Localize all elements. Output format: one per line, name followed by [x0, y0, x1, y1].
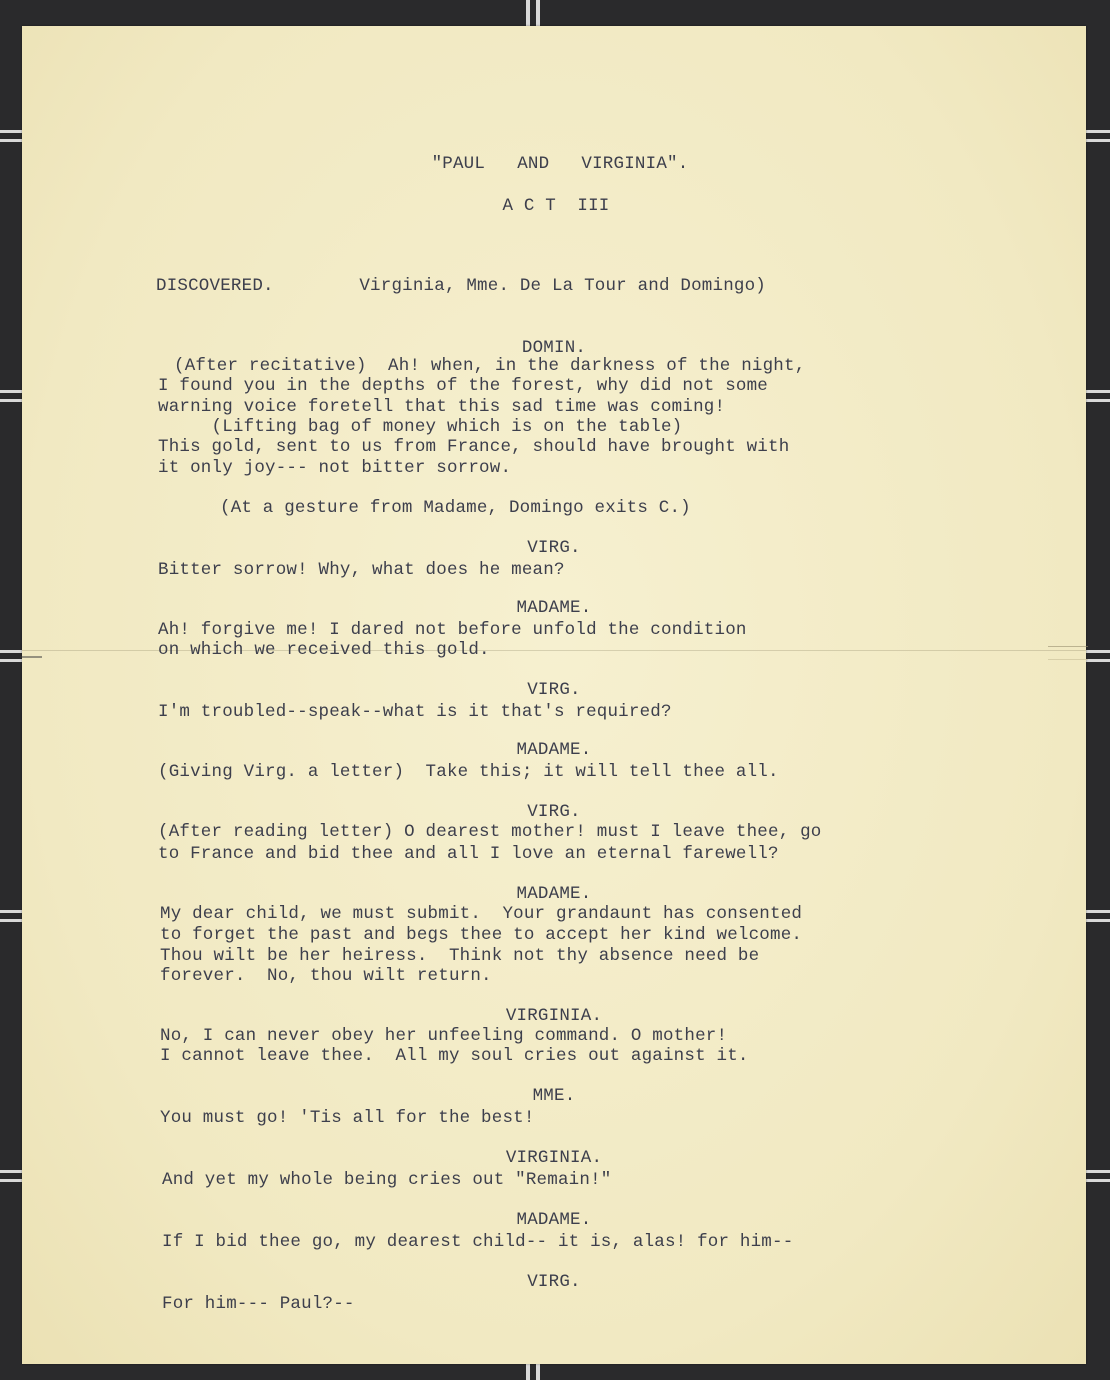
paper-notch-right	[1048, 646, 1088, 660]
dialogue-line: You must go! 'Tis all for the best!	[160, 1108, 535, 1128]
speaker-madame: MADAME.	[516, 598, 592, 618]
speaker-madame: MADAME.	[516, 740, 592, 760]
dialogue-line: Bitter sorrow! Why, what does he mean?	[158, 560, 565, 580]
dialogue-line: No, I can never obey her unfeeling command. O mother!	[160, 1026, 728, 1046]
dialogue-line: If I bid thee go, my dearest child-- it is, alas! for him--	[162, 1232, 794, 1252]
dialogue-line: it only joy--- not bitter sorrow.	[158, 458, 512, 478]
dialogue-line: forever. No, thou wilt return.	[160, 966, 492, 986]
dialogue-line: (After recitative) Ah! when, in the darkness of the night,	[174, 356, 806, 376]
dialogue-line: I found you in the depths of the forest, why did not some	[158, 376, 768, 396]
play-title: "PAUL AND VIRGINIA".	[431, 154, 689, 174]
dialogue-line: (Giving Virg. a letter) Take this; it will tell thee all.	[158, 762, 779, 782]
dialogue-line: For him--- Paul?--	[162, 1294, 355, 1314]
dialogue-line: And yet my whole being cries out "Remain!"	[162, 1170, 612, 1190]
dialogue-line: Ah! forgive me! I dared not before unfold the condition	[158, 620, 747, 640]
act-heading: A C T III	[502, 196, 610, 216]
dialogue-line: I'm troubled--speak--what is it that's required?	[158, 702, 672, 722]
script-page	[22, 26, 1086, 1364]
speaker-virg: VIRG.	[527, 538, 581, 558]
dialogue-line: on which we received this gold.	[158, 640, 490, 660]
stage-direction: (At a gesture from Madame, Domingo exits C.)	[220, 498, 691, 518]
speaker-virg: VIRG.	[527, 802, 581, 822]
dialogue-line: I cannot leave thee. All my soul cries out against it.	[160, 1046, 749, 1066]
speaker-madame: MADAME.	[516, 884, 592, 904]
speaker-virginia: VIRGINIA.	[505, 1148, 603, 1168]
stage-direction-discovered: DISCOVERED. Virginia, Mme. De La Tour and Domingo)	[156, 276, 766, 296]
dialogue-line: warning voice foretell that this sad time was coming!	[158, 397, 726, 417]
dialogue-line: This gold, sent to us from France, should have brought with	[158, 437, 790, 457]
speaker-madame: MADAME.	[516, 1210, 592, 1230]
dialogue-line: (After reading letter) O dearest mother! must I leave thee, go	[158, 822, 822, 842]
dialogue-line: Thou wilt be her heiress. Think not thy absence need be	[160, 946, 760, 966]
speaker-mme: MME.	[532, 1086, 576, 1106]
speaker-virg: VIRG.	[527, 1272, 581, 1292]
dialogue-line: to France and bid thee and all I love an eternal farewell?	[158, 844, 779, 864]
dialogue-line: My dear child, we must submit. Your grandaunt has consented	[160, 904, 803, 924]
paper-notch-left	[20, 656, 42, 658]
speaker-virginia: VIRGINIA.	[505, 1006, 603, 1026]
stage-direction: (Lifting bag of money which is on the table)	[158, 417, 683, 437]
speaker-virg: VIRG.	[527, 680, 581, 700]
speaker-domin: DOMIN.	[521, 338, 587, 358]
dialogue-line: to forget the past and begs thee to accept her kind welcome.	[160, 925, 803, 945]
